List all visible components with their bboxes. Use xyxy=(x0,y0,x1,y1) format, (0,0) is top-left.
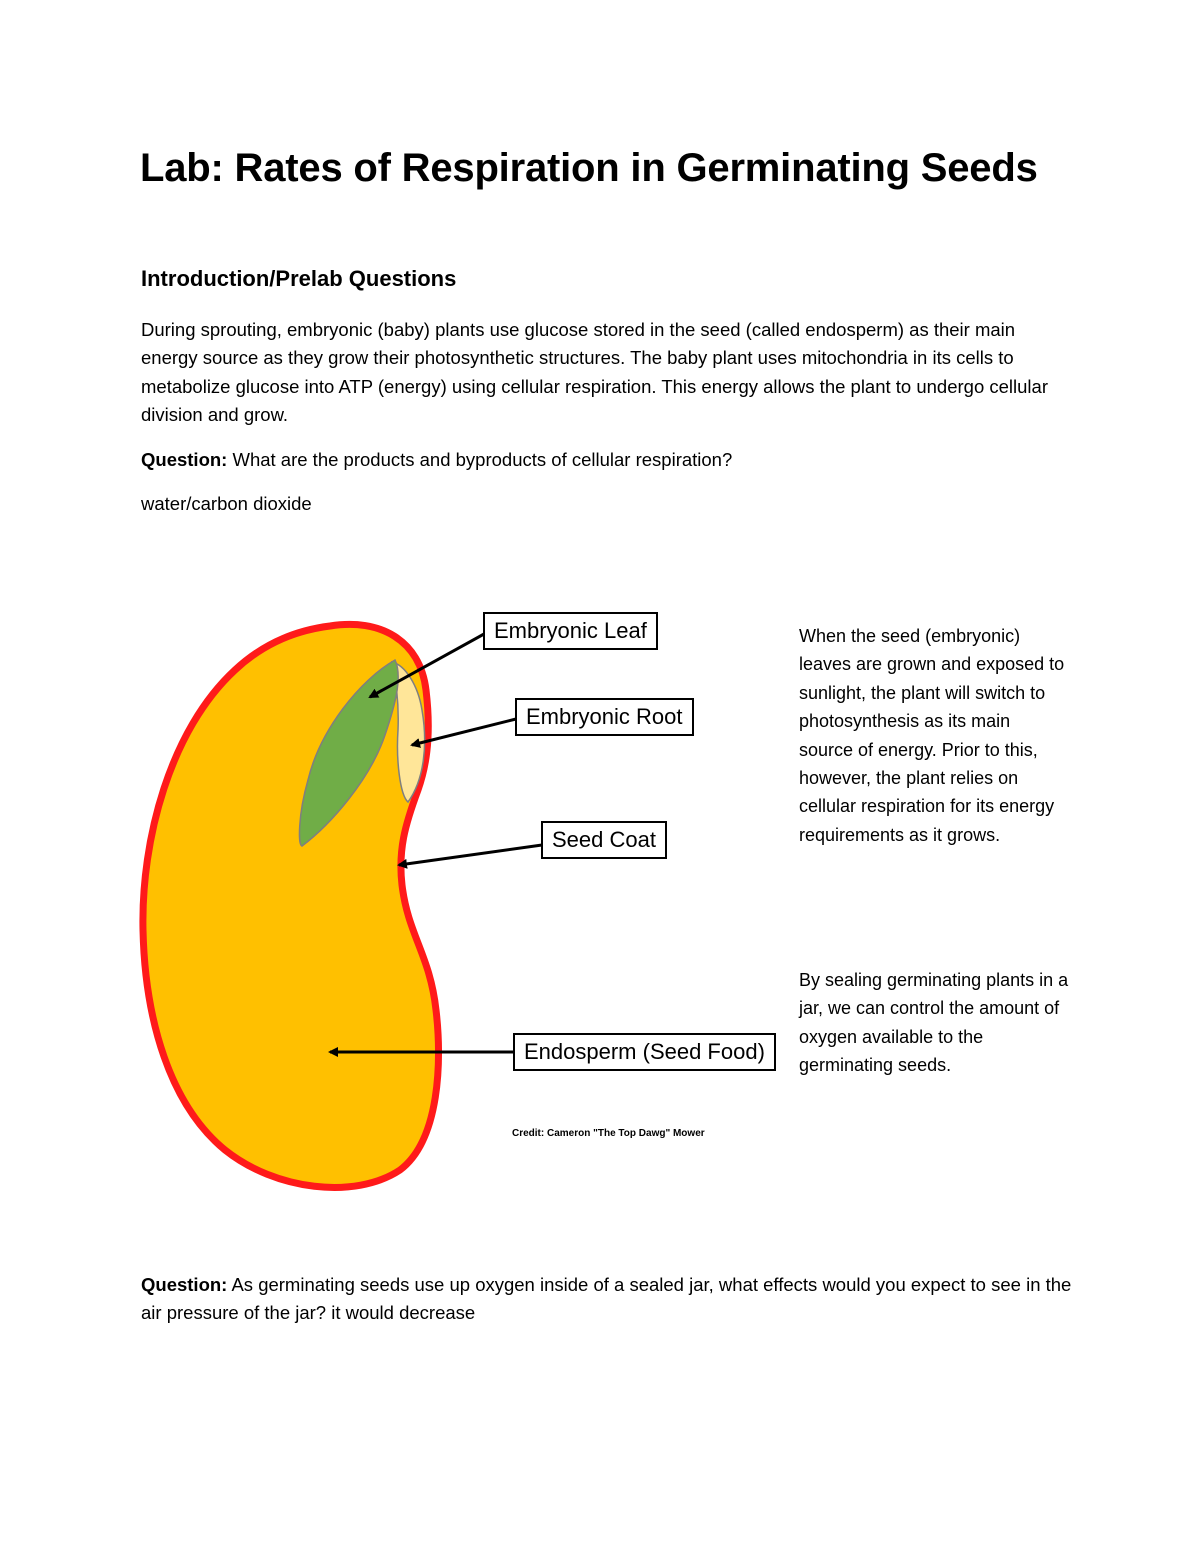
question-1-label: Question: xyxy=(141,449,228,470)
embryonic-root-label: Embryonic Root xyxy=(515,698,694,736)
diagram-credit: Credit: Cameron "The Top Dawg" Mower xyxy=(512,1128,705,1139)
question-2-label: Question: xyxy=(141,1274,228,1295)
endosperm-label: Endosperm (Seed Food) xyxy=(513,1033,776,1071)
side-note-1: When the seed (embryonic) leaves are grown and exposed to sunlight, the plant will switch to photosynthesis as its main source of energy. Prior to this, however, the plant relies on cellular respiration for its energy requirements as it grows. xyxy=(799,626,1065,845)
intro-paragraph: During sprouting, embryonic (baby) plants use glucose stored in the seed (called endosperm) as their main energy source as they grow their photosynthetic structures. The baby plant uses mitochondria in its cells to metabolize glucose into ATP (energy) using cellular respiration. This energy allows the plant to undergo cellular division and grow. xyxy=(141,319,1048,425)
question-1-text: What are the products and byproducts of cellular respiration? xyxy=(227,449,733,470)
section-heading: Introduction/Prelab Questions xyxy=(141,266,457,291)
page-title: Lab: Rates of Respiration in Germinating Seeds xyxy=(140,146,1038,190)
embryonic-leaf-label: Embryonic Leaf xyxy=(483,612,658,650)
question-2 xyxy=(141,1271,1076,1328)
seed-body xyxy=(143,624,439,1187)
seed-coat-arrow xyxy=(399,845,542,865)
question-1-answer: water/carbon dioxide xyxy=(141,493,312,514)
seed-coat-label: Seed Coat xyxy=(541,821,667,859)
side-note-2: By sealing germinating plants in a jar, we can control the amount of oxygen available to the germinating seeds. xyxy=(799,970,1069,1076)
question-2-text: As germinating seeds use up oxygen inside of a sealed jar, what effects would you expect to see in the air pressure of the jar? xyxy=(141,1274,1072,1324)
question-2-answer: it would decrease xyxy=(326,1302,476,1324)
